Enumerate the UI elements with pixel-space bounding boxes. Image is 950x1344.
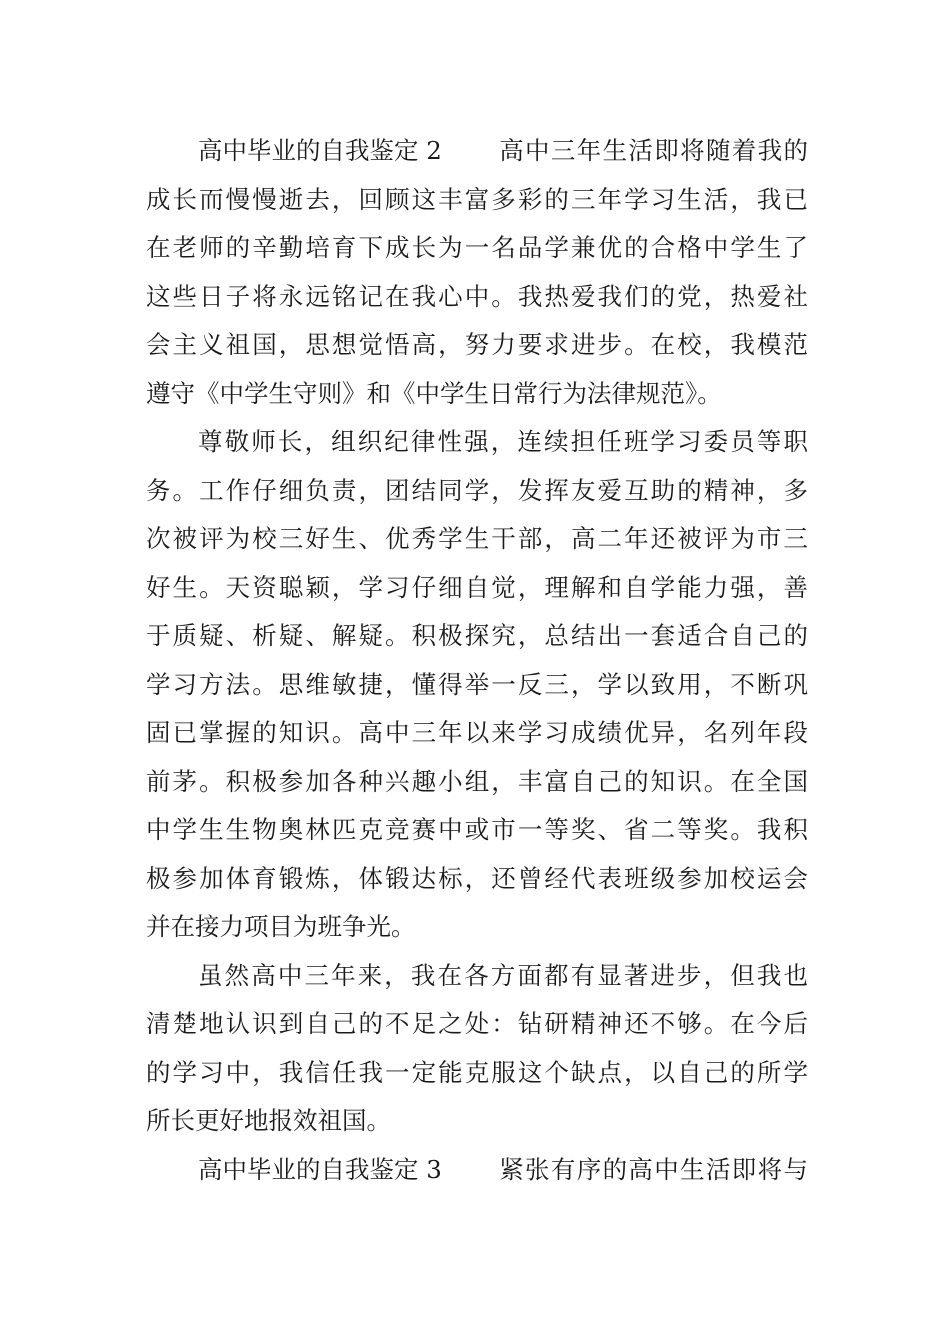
section-2-line-5: 遵守《中学生守则》和《中学生日常行为法律规范》。 (146, 378, 722, 408)
paragraph-2-line-9: 极参加体育锻炼，体锻达标，还曾经代表班级参加校运会 (146, 863, 808, 893)
paragraph-2-line-3: 好生。天资聪颖，学习仔细自觉，理解和自学能力强，善 (146, 572, 808, 602)
section-2-line-2: 在老师的辛勤培育下成长为一名品学兼优的合格中学生了 (146, 233, 808, 262)
document-body (146, 127, 808, 1194)
paragraph-2-line-1: 务。工作仔细负责，团结同学，发挥友爱互助的精神，多 (146, 475, 808, 505)
paragraph-3-line-0: 虽然高中三年来，我在各方面都有显著进步，但我也 (198, 960, 808, 990)
paragraph-3-line-1: 清楚地认识到自己的不足之处：钻研精神还不够。在今后 (146, 1009, 808, 1038)
section-3-line-0: 紧张有序的高中生活即将与 (497, 1154, 808, 1184)
paragraph-2-line-0: 尊敬师长，组织纪律性强，连续担任班学习委员等职 (198, 427, 808, 456)
paragraph-2-line-5: 学习方法。思维敏捷，懂得举一反三，学以致用，不断巩 (146, 669, 808, 699)
paragraph-2-line-10: 并在接力项目为班争光。 (146, 912, 416, 941)
section-2-line-3: 这些日子将永远铭记在我心中。我热爱我们的党，热爱社 (146, 281, 808, 311)
section-3-heading: 高中毕业的自我鉴定 3 (198, 1154, 442, 1184)
section-2-heading: 高中毕业的自我鉴定 2 (198, 136, 442, 165)
paragraph-2-line-7: 前茅。积极参加各种兴趣小组，丰富自己的知识。在全国 (146, 766, 808, 796)
section-2-line-1: 成长而慢慢逝去，回顾这丰富多彩的三年学习生活，我已 (146, 184, 808, 214)
section-2-line-4: 会主义祖国，思想觉悟高，努力要求进步。在校，我模范 (146, 330, 808, 359)
paragraph-2-line-8: 中学生生物奥林匹克竞赛中或市一等奖、省二等奖。我积 (146, 815, 808, 844)
paragraph-2-line-2: 次被评为校三好生、优秀学生干部，高二年还被评为市三 (146, 524, 808, 553)
paragraph-2-line-6: 固已掌握的知识。高中三年以来学习成绩优异，名列年段 (146, 718, 808, 747)
section-2-line-0: 高中三年生活即将随着我的 (497, 136, 808, 165)
paragraph-3-line-3: 所长更好地报效祖国。 (146, 1106, 391, 1135)
section-2-first-line (146, 127, 808, 176)
section-3-first-line (146, 1146, 808, 1195)
paragraph-3-line-2: 的学习中，我信任我一定能克服这个缺点，以自己的所学 (146, 1057, 808, 1087)
paragraph-2-line-4: 于质疑、析疑、解疑。积极探究，总结出一套适合自己的 (146, 621, 808, 650)
